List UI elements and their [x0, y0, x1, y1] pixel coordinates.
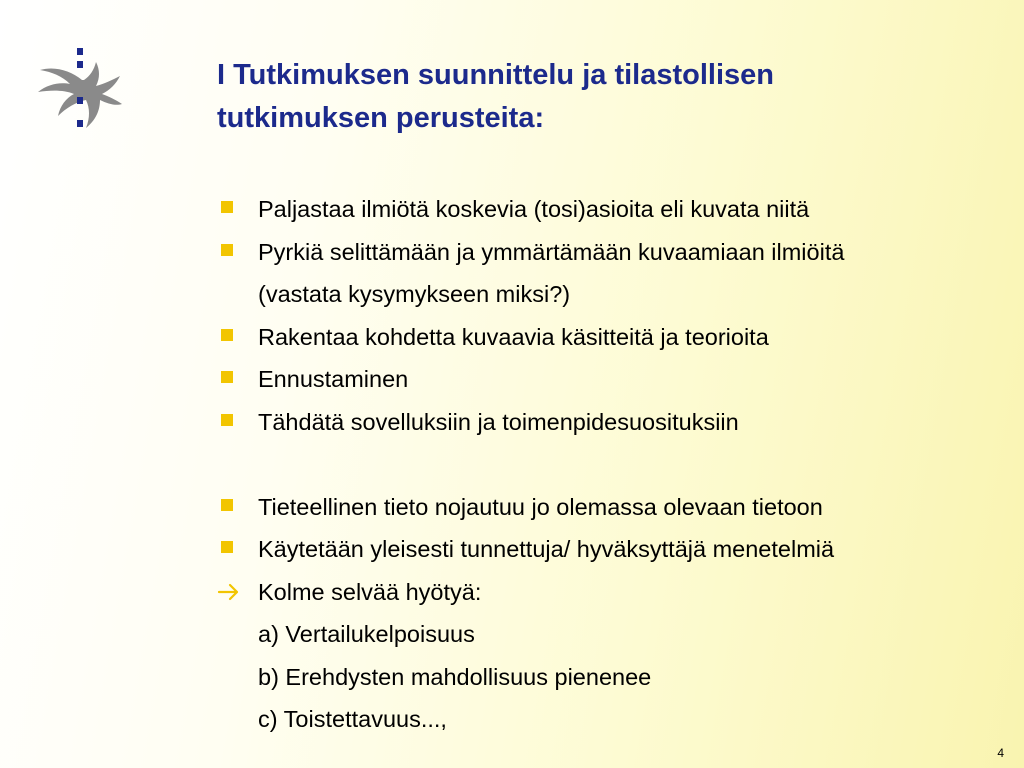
square-bullet-icon [221, 371, 233, 383]
list-item-text: Pyrkiä selittämään ja ymmärtämään kuvaamiaan ilmiöitä [258, 238, 845, 265]
slide-title-line-2: tutkimuksen perusteita: [217, 102, 545, 134]
slide-title [217, 54, 997, 140]
list-item [210, 188, 1000, 231]
square-bullet-icon [221, 329, 233, 341]
list-item-text: Paljastaa ilmiötä koskevia (tosi)asioita eli kuvata niitä [258, 196, 810, 222]
list-item [210, 358, 1000, 401]
list-item-text: Tähdätä sovelluksiin ja toimenpidesuosituksiin [258, 408, 739, 435]
square-bullet-icon [221, 201, 233, 213]
list-item-text: c) Toistettavuus..., [258, 706, 447, 732]
square-bullet-icon [221, 499, 233, 511]
arrow-right-icon [216, 571, 242, 613]
list-item [210, 401, 1000, 444]
list-item [210, 571, 1000, 614]
slide-title-line-1: I Tutkimuksen suunnittelu ja tilastollisen [217, 59, 774, 91]
list-item-text: Tieteellinen tieto nojautuu jo olemassa olevaan tietoon [258, 493, 823, 520]
list-item-continuation [210, 656, 1000, 699]
list-item-text: a) Vertailukelpoisuus [258, 621, 475, 647]
slide-body-list [210, 188, 1000, 741]
list-spacer [210, 443, 1000, 486]
list-item [210, 528, 1000, 571]
list-item [210, 486, 1000, 529]
list-item [210, 231, 1000, 274]
list-item-text: Kolme selvää hyötyä: [258, 578, 482, 605]
list-item-text: Käytetään yleisesti tunnettuja/ hyväksyttäjä menetelmiä [258, 536, 835, 562]
square-bullet-icon [221, 244, 233, 256]
list-item-text: Rakentaa kohdetta kuvaavia käsitteitä ja teorioita [258, 323, 769, 350]
list-item-text: (vastata kysymykseen miksi?) [258, 281, 571, 307]
list-item-text: b) Erehdysten mahdollisuus pienenee [258, 663, 652, 690]
list-item [210, 316, 1000, 359]
university-logo-icon [30, 40, 130, 136]
page-number: 4 [997, 746, 1004, 760]
square-bullet-icon [221, 541, 233, 553]
list-item-continuation [210, 273, 1000, 316]
square-bullet-icon [221, 414, 233, 426]
list-item-text: Ennustaminen [258, 366, 409, 392]
list-item-continuation [210, 613, 1000, 656]
list-item-continuation [210, 698, 1000, 741]
